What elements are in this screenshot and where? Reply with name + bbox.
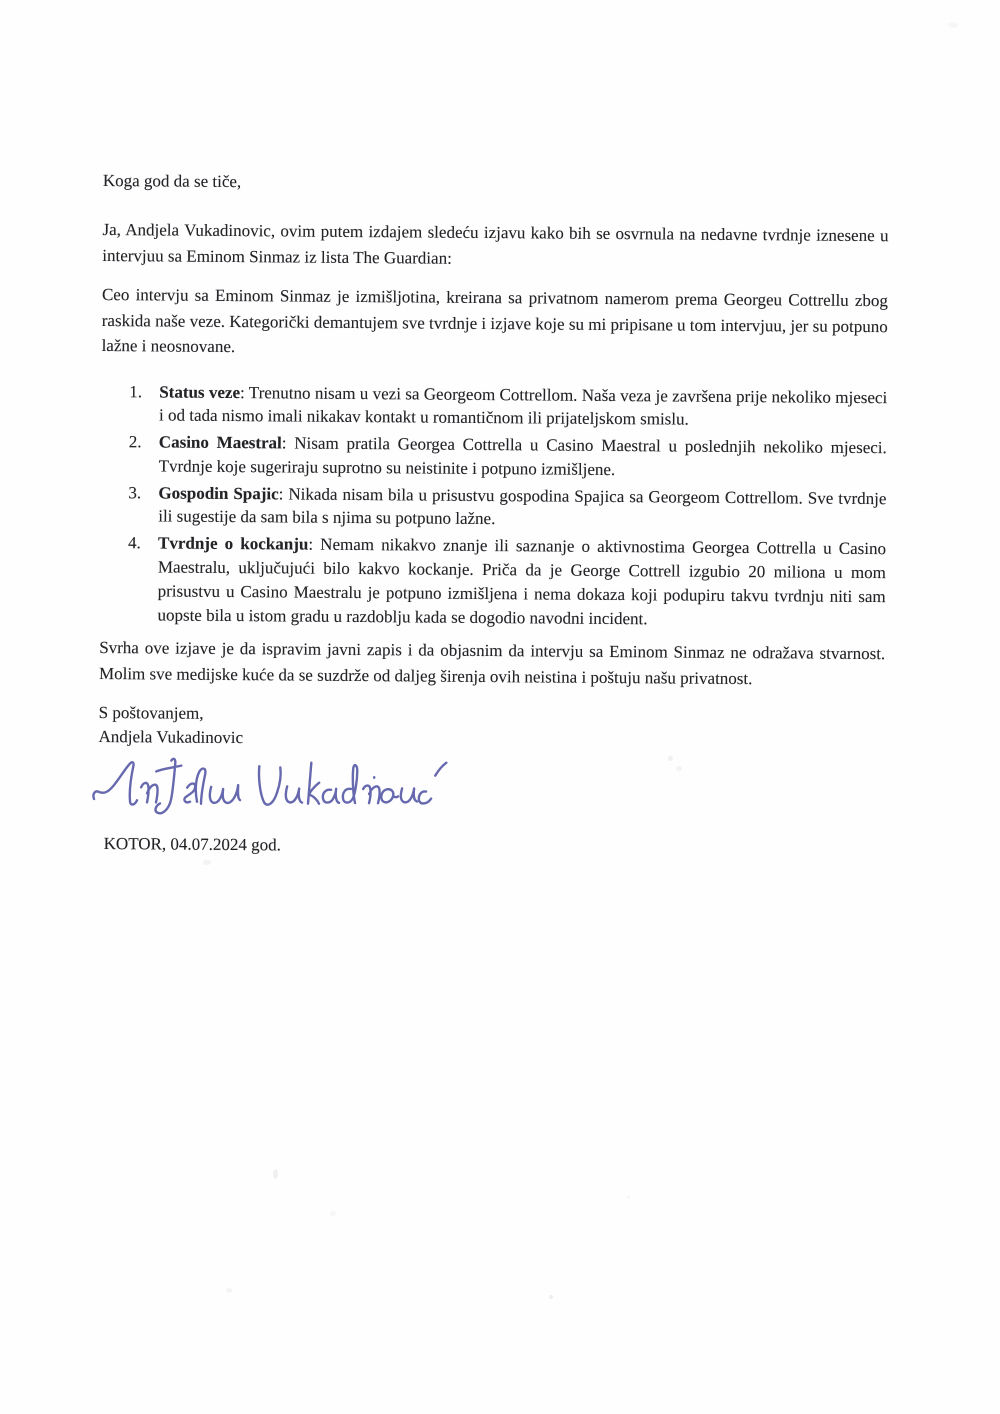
signoff: S poštovanjem, <box>98 703 204 724</box>
scan-speck <box>948 22 958 28</box>
signoff-block <box>98 701 884 754</box>
numbered-points-list <box>99 379 887 632</box>
item-number: 1. <box>129 381 143 401</box>
item-number: 4. <box>127 533 141 553</box>
denial-paragraph: Ceo intervju sa Eminom Sinmaz je izmišljotina, kreirana sa privatnom namerom prema Georgeu Cottrellu zbog raskida naše veze. Kategorički demantujem sve tvrdnje i izjave koje su mi pripisane u tom intervjuu, jer su potpuno lažne i neosnovane. <box>101 284 889 357</box>
scan-speck <box>627 1196 630 1199</box>
list-item <box>101 430 887 484</box>
list-item <box>101 379 887 433</box>
scan-speck <box>226 1288 232 1293</box>
scan-speck <box>676 766 682 771</box>
item-title: Gospodin Spajic <box>158 483 279 504</box>
scan-speck <box>668 756 673 761</box>
item-body: : Nemam nikakvo znanje ili saznanje o aktivnostima Georgea Cottrella u Casino Maestralu, uključujući bilo kakvo kockanje. Priča da je George Cottrell izgubio 20 miliona u mom prisustvu u Casino Maestralu je potpuno izmišljena i nema dokaza koji podupiru takvu tvrdnju niti sam uopste bila u istom gradu u razdoblju kada se dogodio navodni incident. <box>157 534 887 628</box>
signature-ink <box>90 749 456 832</box>
closing-paragraph: Svrha ove izjave je da ispravim javni zapis i da objasnim da intervju sa Eminom Sinmaz ne odražava stvarnost. Molim sve medijske kuće da se suzdrže od daljeg širenja ovih neistina i poštuju našu privatnost. <box>98 638 886 689</box>
scan-speck <box>330 1211 336 1216</box>
item-body: : Nisam pratila Georgea Cottrella u Casino Maestral u poslednjih nekoliko mjeseci. Tvrdnje koje sugeriraju suprotno su neistinite i potpuno izmišljene. <box>158 433 887 479</box>
handwritten-signature <box>90 749 456 832</box>
item-title: Tvrdnje o kockanju <box>157 533 309 554</box>
list-item <box>99 531 886 632</box>
item-body: : Nikada nisam bila u prisustvu gospodina Spajica sa Georgeom Cottrellom. Sve tvrdnje ili sugestije da sam bila s njima su potpuno lažne. <box>158 484 887 529</box>
item-body: : Trenutno nisam u vezi sa Georgeom Cottrellom. Naša veza je završena prije nekoliko mjeseci i od tada nismo imali nikakav kontakt u romantičnom ili prijateljskom smislu. <box>158 382 888 429</box>
salutation: Koga god da se tiče, <box>102 170 242 192</box>
scan-speck <box>203 860 211 865</box>
letter-body <box>98 168 889 864</box>
place-date-line: KOTOR, 04.07.2024 god. <box>103 834 282 855</box>
item-number: 3. <box>128 482 142 502</box>
list-item <box>100 481 886 535</box>
scan-speck <box>549 1295 553 1299</box>
item-title: Status veze <box>159 381 241 402</box>
scan-speck <box>273 1169 278 1179</box>
intro-paragraph: Ja, Andjela Vukadinovic, ovim putem izdajem sledeću izjavu kako bih se osvrnula na nedavne tvrdnje iznesene u intervjuu sa Eminom Sinmaz iz lista The Guardian: <box>102 219 889 268</box>
item-title: Casino Maestral <box>158 432 282 453</box>
signer-name: Andjela Vukadinovic <box>98 726 244 748</box>
item-number: 2. <box>128 432 142 452</box>
